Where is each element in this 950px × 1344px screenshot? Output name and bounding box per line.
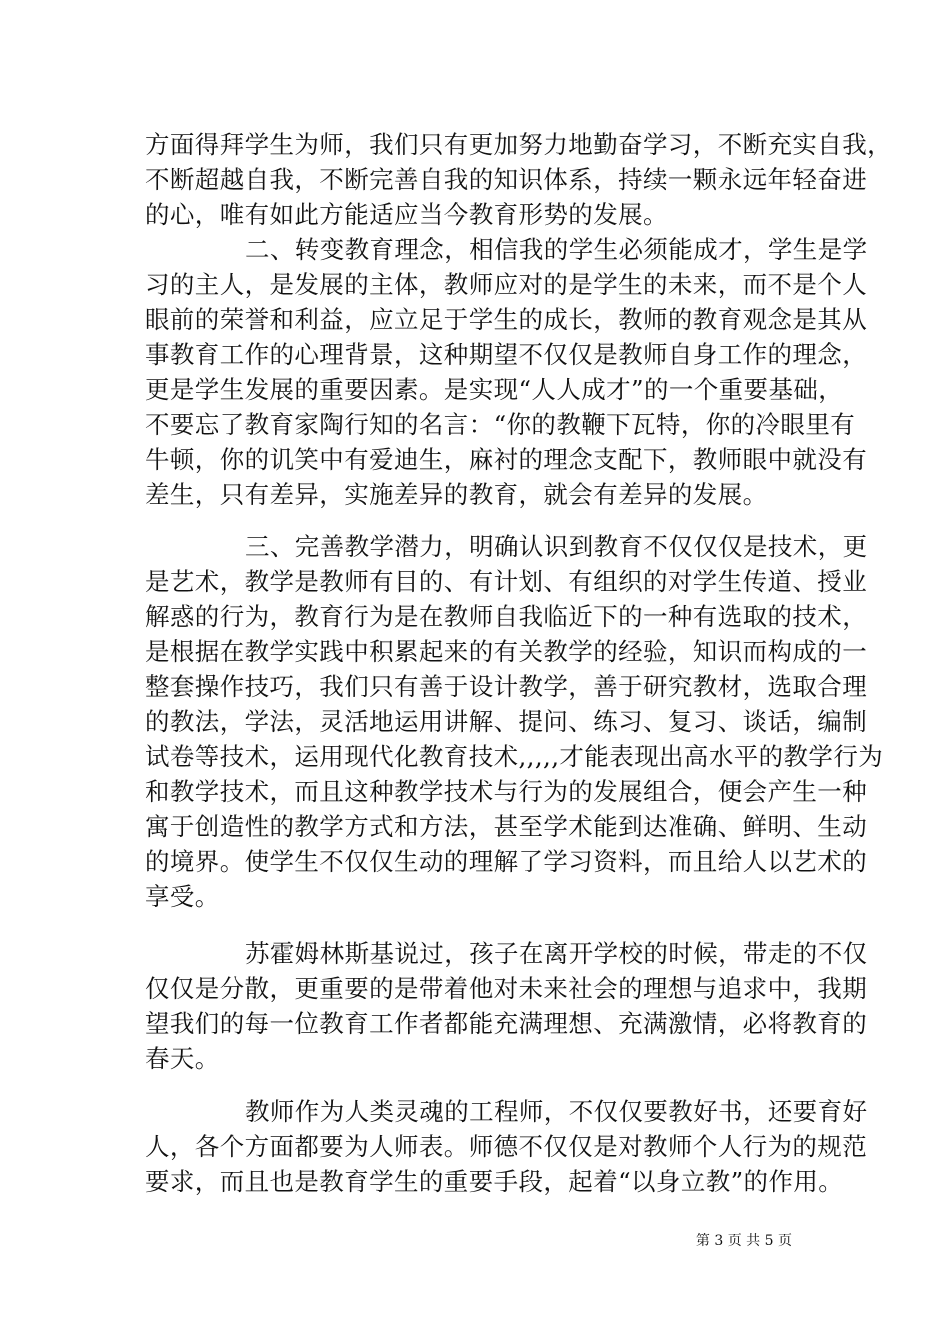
text-line: 解惑的行为，教育行为是在教师自我临近下的一种有选取的技术， <box>145 602 868 631</box>
text-line: 差生，只有差异，实施差异的教育，就会有差异的发展。 <box>145 480 768 509</box>
text-line: 整套操作技巧，我们只有善于设计教学，善于研究教材，选取合理 <box>145 672 868 701</box>
text-line: 仅仅是分散，更重要的是带着他对未来社会的理想与追求中，我期 <box>145 974 868 1003</box>
text-line: 是根据在教学实践中积累起来的有关教学的经验，知识而构成的一 <box>145 637 868 666</box>
text-line: 的心，唯有如此方能适应当今教育形势的发展。 <box>145 200 668 229</box>
text-line: 的教法，学法，灵活地运用讲解、提问、练习、复习、谈话，编制 <box>145 707 868 736</box>
text-line: 和教学技术，而且这种教学技术与行为的发展组合，便会产生一种 <box>145 777 868 806</box>
paragraph-start-line: 教师作为人类灵魂的工程师，不仅仅要教好书，还要育好 <box>245 1097 868 1126</box>
text-line: 事教育工作的心理背景，这种期望不仅仅是教师自身工作的理念， <box>145 340 868 369</box>
text-line: 春天。 <box>145 1044 220 1073</box>
text-line: 牛顿，你的讥笑中有爱迪生，麻衬的理念支配下，教师眼中就没有 <box>145 445 868 474</box>
paragraph-start-line: 二、转变教育理念，相信我的学生必须能成才，学生是学 <box>245 235 868 264</box>
text-line: 习的主人，是发展的主体，教师应对的是学生的未来，而不是个人 <box>145 270 868 299</box>
paragraph-start-line: 苏霍姆林斯基说过，孩子在离开学校的时候，带走的不仅 <box>245 939 868 968</box>
text-line: 望我们的每一位教育工作者都能充满理想、充满激情，必将教育的 <box>145 1009 868 1038</box>
text-line: 是艺术，教学是教师有目的、有计划、有组织的对学生传道、授业 <box>145 567 868 596</box>
text-line: 享受。 <box>145 882 220 911</box>
text-line: 的境界。使学生不仅仅生动的理解了学习资料，而且给人以艺术的 <box>145 847 868 876</box>
paragraph-start-line: 三、完善教学潜力，明确认识到教育不仅仅仅是技术，更 <box>245 532 868 561</box>
text-line: 方面得拜学生为师，我们只有更加努力地勤奋学习，不断充实自我， <box>145 130 892 159</box>
text-line: 眼前的荣誉和利益，应立足于学生的成长，教师的教育观念是其从 <box>145 305 868 334</box>
text-line: 试卷等技术，运用现代化教育技术,,,,,才能表现出高水平的教学行为 <box>145 742 884 771</box>
text-line: 不断超越自我，不断完善自我的知识体系，持续一颗永远年轻奋进 <box>145 165 868 194</box>
text-line: 更是学生发展的重要因素。是实现“人人成才”的一个重要基础， <box>145 375 844 404</box>
page-number-footer: 第 3 页 共 5 页 <box>695 1233 792 1249</box>
text-line: 人，各个方面都要为人师表。师德不仅仅是对教师个人行为的规范 <box>145 1132 868 1161</box>
text-line: 寓于创造性的教学方式和方法，甚至学术能到达准确、鲜明、生动 <box>145 812 868 841</box>
text-line: 不要忘了教育家陶行知的名言：“你的教鞭下瓦特，你的冷眼里有 <box>145 410 856 439</box>
text-line: 要求，而且也是教育学生的重要手段，起着“以身立教”的作用。 <box>145 1167 844 1196</box>
